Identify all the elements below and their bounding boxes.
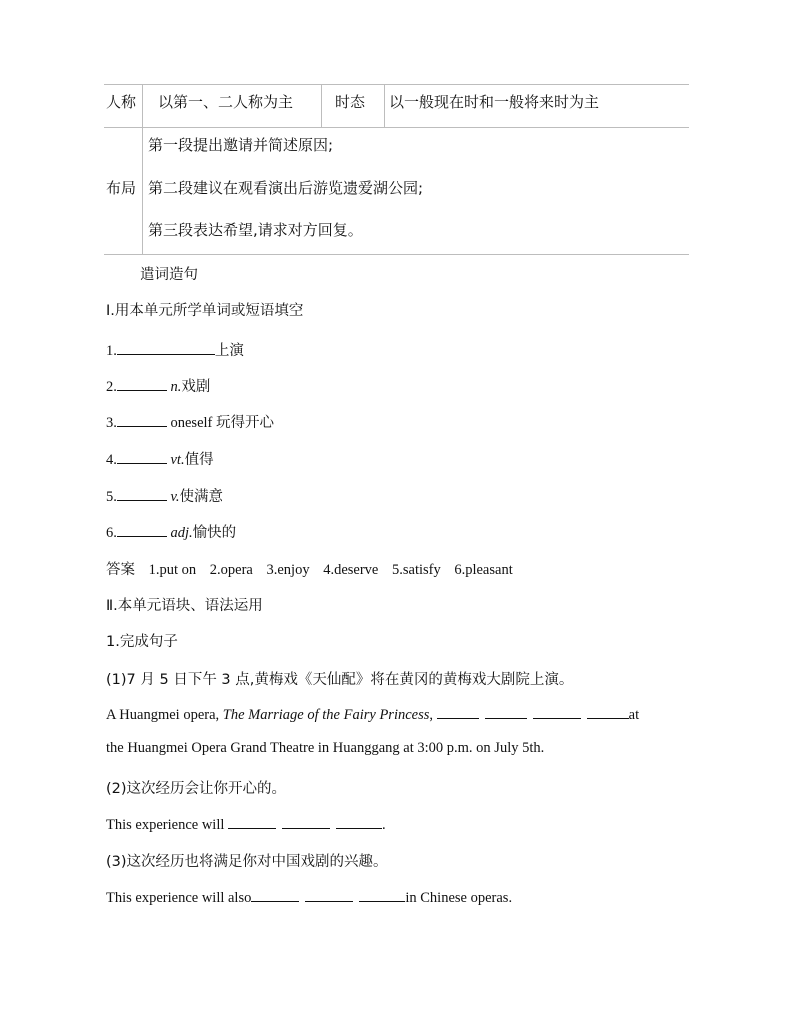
item-pos: adj. <box>170 525 193 541</box>
item-meaning: 值得 <box>184 452 214 468</box>
answer-blank[interactable] <box>587 704 629 719</box>
q3-end: in Chinese operas. <box>405 890 513 906</box>
q1-comma: , <box>429 707 437 723</box>
vocab-item <box>106 375 210 396</box>
item-number: 3. <box>106 415 117 431</box>
answer-item: 3.enjoy <box>266 562 310 578</box>
table-label-tense: 时态 <box>335 93 366 111</box>
q2-english <box>106 814 386 834</box>
answer-label: 答案 <box>106 562 135 578</box>
table-layout-line: 第一段提出邀请并简述原因; <box>148 136 334 154</box>
item-meaning: 上演 <box>214 343 244 359</box>
section-heading: 遣词造句 <box>140 267 198 283</box>
answer-blank[interactable] <box>437 704 479 719</box>
part2-subtitle: 1.完成句子 <box>106 634 178 650</box>
table-value-tense: 以一般现在时和一般将来时为主 <box>389 93 600 111</box>
q3-english <box>106 887 512 907</box>
table-col-divider <box>321 84 322 127</box>
vocab-item <box>106 448 214 469</box>
q2-end: . <box>382 817 386 833</box>
item-number: 1. <box>106 343 117 359</box>
vocab-item <box>106 485 223 506</box>
vocab-item <box>106 339 244 360</box>
q1-english-line2: the Huangmei Opera Grand Theatre in Huanggang at 3:00 p.m. on July 5th. <box>106 740 545 756</box>
answer-item: 6.pleasant <box>454 562 513 578</box>
answer-blank[interactable] <box>305 887 353 902</box>
q2-text: This experience will <box>106 817 228 833</box>
q3-text: This experience will also <box>106 890 252 906</box>
item-number: 2. <box>106 379 117 395</box>
answer-blank[interactable] <box>228 814 276 829</box>
answer-blank[interactable] <box>117 449 167 464</box>
answer-blank[interactable] <box>282 814 330 829</box>
table-layout-line: 第二段建议在观看演出后游览遗爱湖公园; <box>148 179 424 197</box>
answer-item: 4.deserve <box>323 562 379 578</box>
answer-blank[interactable] <box>251 887 299 902</box>
q3-chinese: (3)这次经历也将满足你对中国戏剧的兴趣。 <box>106 854 388 870</box>
q1-at: at <box>628 707 640 723</box>
answer-key <box>106 558 513 579</box>
item-number: 5. <box>106 489 117 505</box>
table-layout-line: 第三段表达希望,请求对方回复。 <box>148 221 363 239</box>
answer-blank[interactable] <box>117 412 167 427</box>
vocab-item <box>106 411 274 432</box>
q1-text: A Huangmei opera, <box>106 707 223 723</box>
table-bottom-border <box>104 254 689 255</box>
table-col-divider <box>384 84 385 127</box>
item-meaning: 愉快的 <box>192 525 237 541</box>
answer-blank[interactable] <box>533 704 581 719</box>
answer-blank[interactable] <box>336 814 382 829</box>
table-value-person: 以第一、二人称为主 <box>158 93 294 111</box>
q1-title: The Marriage of the Fairy Princess <box>222 707 430 723</box>
answer-item: 5.satisfy <box>391 562 441 578</box>
item-pos: oneself <box>170 415 213 431</box>
answer-item: 2.opera <box>209 562 253 578</box>
item-meaning: 玩得开心 <box>216 415 274 431</box>
answer-blank[interactable] <box>117 522 167 537</box>
answer-item: 1.put on <box>148 562 197 578</box>
answer-blank[interactable] <box>359 887 405 902</box>
item-number: 6. <box>106 525 117 541</box>
answer-blank[interactable] <box>117 486 167 501</box>
item-pos: v. <box>170 489 180 505</box>
item-number: 4. <box>106 452 117 468</box>
answer-blank[interactable] <box>117 340 215 355</box>
item-pos: n. <box>170 379 182 395</box>
part1-title: Ⅰ.用本单元所学单词或短语填空 <box>106 303 304 319</box>
vocab-item <box>106 521 236 542</box>
q1-chinese: (1)7 月 5 日下午 3 点,黄梅戏《天仙配》将在黄冈的黄梅戏大剧院上演。 <box>106 672 574 688</box>
table-row-divider <box>104 127 689 128</box>
table-col-divider <box>142 84 143 254</box>
item-pos: vt. <box>170 452 185 468</box>
table-label-person: 人称 <box>106 93 137 111</box>
q1-english-line1 <box>106 704 639 724</box>
item-meaning: 使满意 <box>179 489 223 505</box>
answer-blank[interactable] <box>117 376 167 391</box>
answer-blank[interactable] <box>485 704 527 719</box>
item-meaning: 戏剧 <box>181 379 211 395</box>
table-label-layout: 布局 <box>106 179 137 197</box>
q2-chinese: (2)这次经历会让你开心的。 <box>106 781 287 797</box>
table-top-border <box>104 84 689 85</box>
part2-title: Ⅱ.本单元语块、语法运用 <box>106 598 263 614</box>
